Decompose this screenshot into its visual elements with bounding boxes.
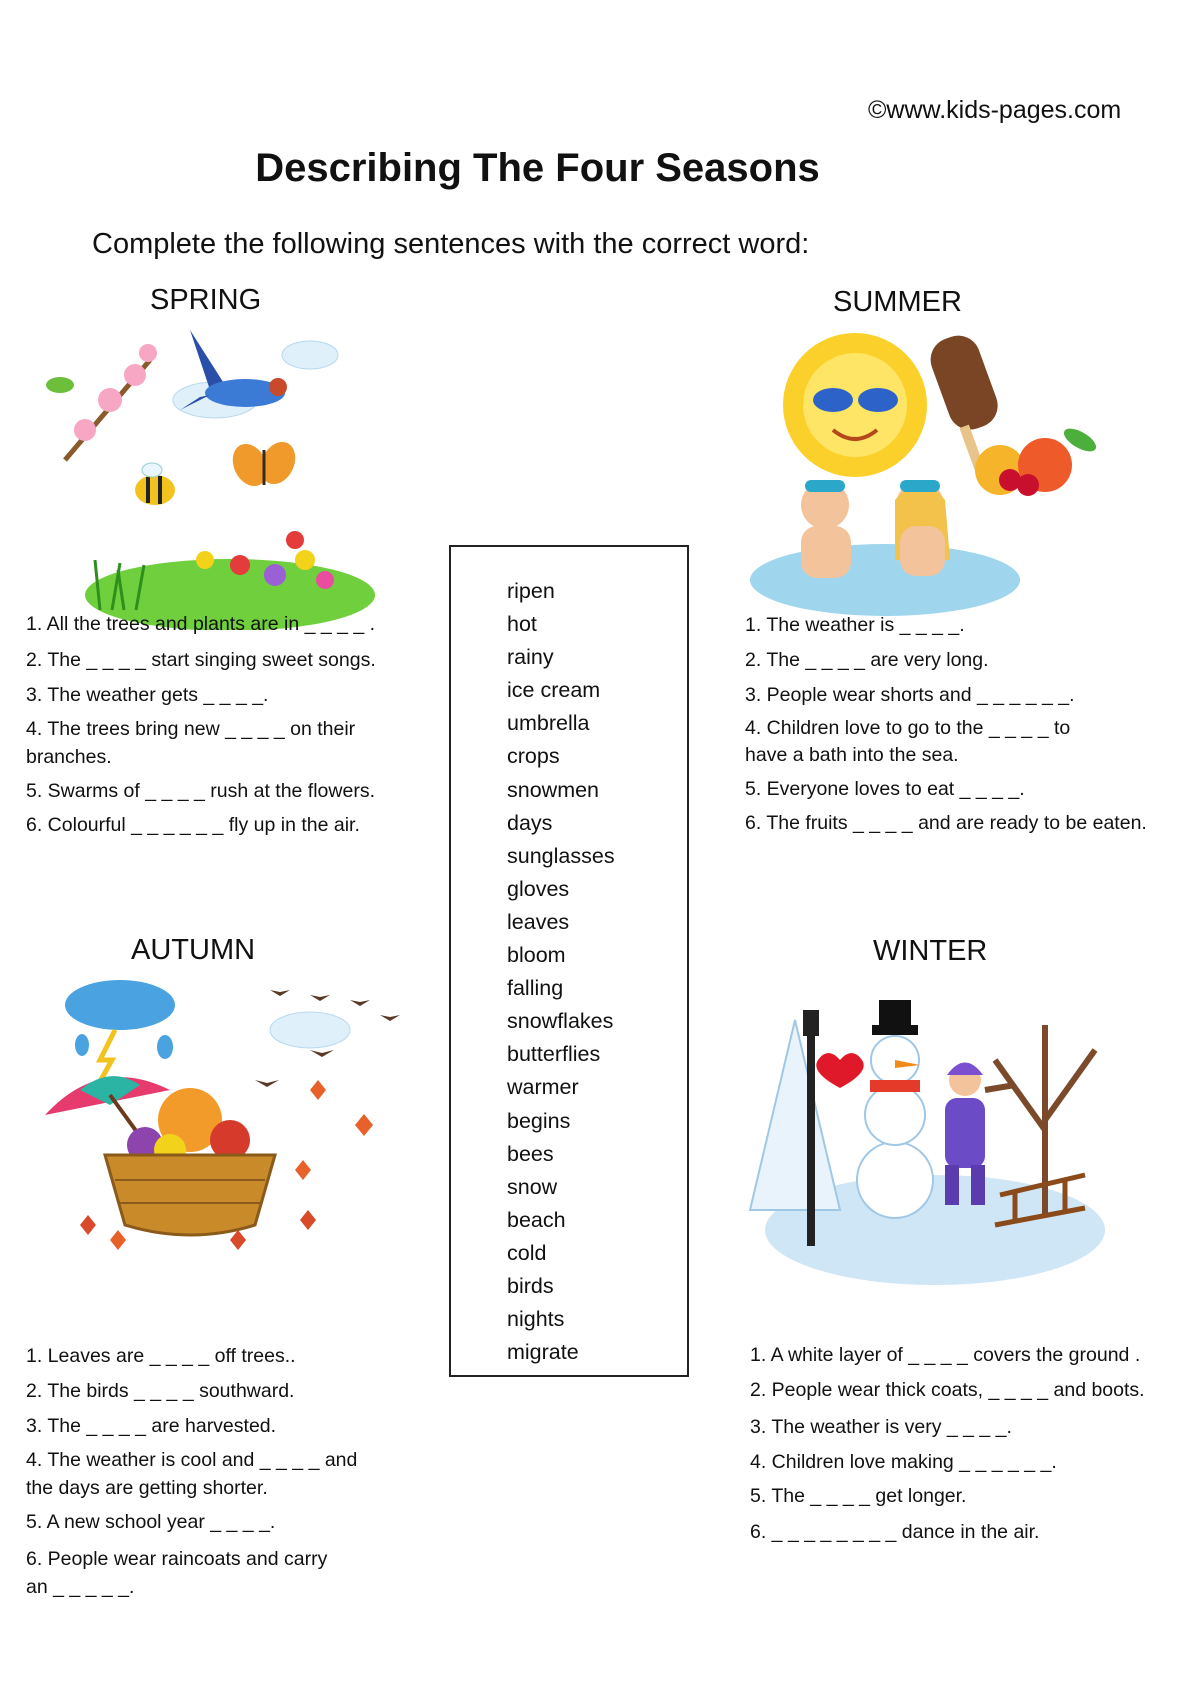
harvest-basket	[105, 1088, 275, 1235]
spring-sentence-4-cont: branches.	[26, 746, 112, 768]
sea-water	[750, 544, 1020, 616]
word-bank-item: ripen	[507, 579, 555, 603]
word-bank-item: rainy	[507, 645, 554, 670]
summer-illustration	[745, 330, 1125, 620]
word-bank-item: birds	[507, 1273, 554, 1298]
word-bank-item: snowflakes	[507, 1009, 614, 1034]
blossom-flowers	[74, 344, 157, 441]
cloud	[270, 1012, 350, 1048]
summer-sentence-1: 1. The weather is _ _ _ _.	[745, 614, 965, 636]
word-bank-item: begins	[507, 1108, 571, 1133]
summer-sentence-3: 3. People wear shorts and _ _ _ _ _ _.	[745, 684, 1075, 706]
winter-sentence-6: 6. _ _ _ _ _ _ _ _ dance in the air.	[750, 1521, 1040, 1543]
summer-sentence-5: 5. Everyone loves to eat _ _ _ _.	[745, 778, 1025, 800]
word-bank-item: beach	[507, 1207, 566, 1232]
word-bank-item: gloves	[507, 876, 570, 901]
word-bank-box	[449, 545, 689, 1377]
summer-heading: SUMMER	[833, 286, 962, 318]
summer-sentence-4-cont: have a bath into the sea.	[745, 744, 959, 766]
word-bank-item: hot	[507, 612, 537, 637]
winter-heading: WINTER	[873, 935, 988, 967]
word-bank-item: bees	[507, 1141, 554, 1166]
word-bank-item: days	[507, 810, 553, 835]
summer-sentences	[745, 611, 1185, 871]
snowman	[857, 1000, 933, 1218]
word-bank-item: leaves	[507, 909, 570, 934]
autumn-illustration	[40, 975, 410, 1315]
word-bank-list	[507, 575, 615, 1369]
autumn-sentence-6-cont: an _ _ _ _ _.	[26, 1576, 135, 1598]
winter-sentence-1: 1. A white layer of _ _ _ _ covers the ground .	[750, 1344, 1141, 1366]
summer-sentence-6: 6. The fruits _ _ _ _ and are ready to be eaten.	[745, 812, 1147, 834]
winter-sentence-3: 3. The weather is very _ _ _ _.	[750, 1416, 1012, 1438]
autumn-heading: AUTUMN	[131, 934, 256, 966]
autumn-sentences	[26, 1342, 426, 1612]
spring-sentence-4: 4. The trees bring new _ _ _ _ on their	[26, 718, 356, 740]
spring-sentence-1: 1. All the trees and plants are in _ _ _ _ .	[26, 613, 376, 635]
word-bank-item: nights	[507, 1307, 565, 1332]
word-bank-item: warmer	[507, 1075, 579, 1100]
spring-sentences	[26, 610, 426, 870]
heart	[816, 1053, 863, 1088]
winter-sentence-5: 5. The _ _ _ _ get longer.	[750, 1485, 967, 1507]
autumn-sentence-6: 6. People wear raincoats and carry	[26, 1548, 328, 1570]
butterfly	[226, 436, 302, 491]
leaf	[46, 377, 74, 393]
word-bank-item: bloom	[507, 943, 566, 968]
word-bank-item: sunglasses	[507, 843, 615, 868]
word-bank-item: ice cream	[507, 678, 601, 703]
spring-sentence-5: 5. Swarms of _ _ _ _ rush at the flowers.	[26, 780, 375, 802]
winter-sentence-4: 4. Children love making _ _ _ _ _ _.	[750, 1451, 1057, 1473]
autumn-sentence-5: 5. A new school year _ _ _ _.	[26, 1511, 276, 1533]
spring-sentence-2: 2. The _ _ _ _ start singing sweet songs.	[26, 649, 376, 671]
autumn-sentence-3: 3. The _ _ _ _ are harvested.	[26, 1415, 277, 1437]
sun	[783, 333, 927, 477]
autumn-sentence-4-cont: the days are getting shorter.	[26, 1477, 268, 1499]
word-bank-item: butterflies	[507, 1042, 601, 1067]
summer-sentence-4: 4. Children love to go to the _ _ _ _ to	[745, 717, 1071, 739]
word-bank-item: snow	[507, 1174, 558, 1199]
snowy-pine-tree	[750, 1020, 840, 1210]
autumn-sentence-2: 2. The birds _ _ _ _ southward.	[26, 1380, 295, 1402]
copyright-credit: ©www.kids-pages.com	[868, 96, 1122, 124]
word-bank-item: umbrella	[507, 711, 590, 736]
page-title: Describing The Four Seasons	[255, 146, 820, 190]
spring-heading: SPRING	[150, 284, 262, 316]
word-bank-item: crops	[507, 744, 560, 769]
bee	[135, 463, 175, 505]
spring-sentence-3: 3. The weather gets _ _ _ _.	[26, 684, 269, 706]
winter-illustration	[745, 980, 1125, 1290]
autumn-sentence-1: 1. Leaves are _ _ _ _ off trees..	[26, 1345, 296, 1367]
summer-sentence-2: 2. The _ _ _ _ are very long.	[745, 649, 989, 671]
spring-sentence-6: 6. Colourful _ _ _ _ _ _ fly up in the air.	[26, 814, 360, 836]
rain-cloud	[65, 980, 175, 1085]
spring-illustration	[40, 325, 380, 630]
winter-sentence-2: 2. People wear thick coats, _ _ _ _ and boots.	[750, 1379, 1145, 1401]
word-bank-item: snowmen	[507, 777, 600, 802]
word-bank-item: migrate	[507, 1340, 579, 1365]
autumn-sentence-4: 4. The weather is cool and _ _ _ _ and	[26, 1449, 358, 1471]
word-bank-item: falling	[507, 976, 564, 1001]
winter-sentences	[750, 1341, 1190, 1571]
fruits	[975, 424, 1100, 496]
word-bank-item: cold	[507, 1240, 547, 1265]
instruction-text: Complete the following sentences with the correct word:	[92, 228, 810, 260]
